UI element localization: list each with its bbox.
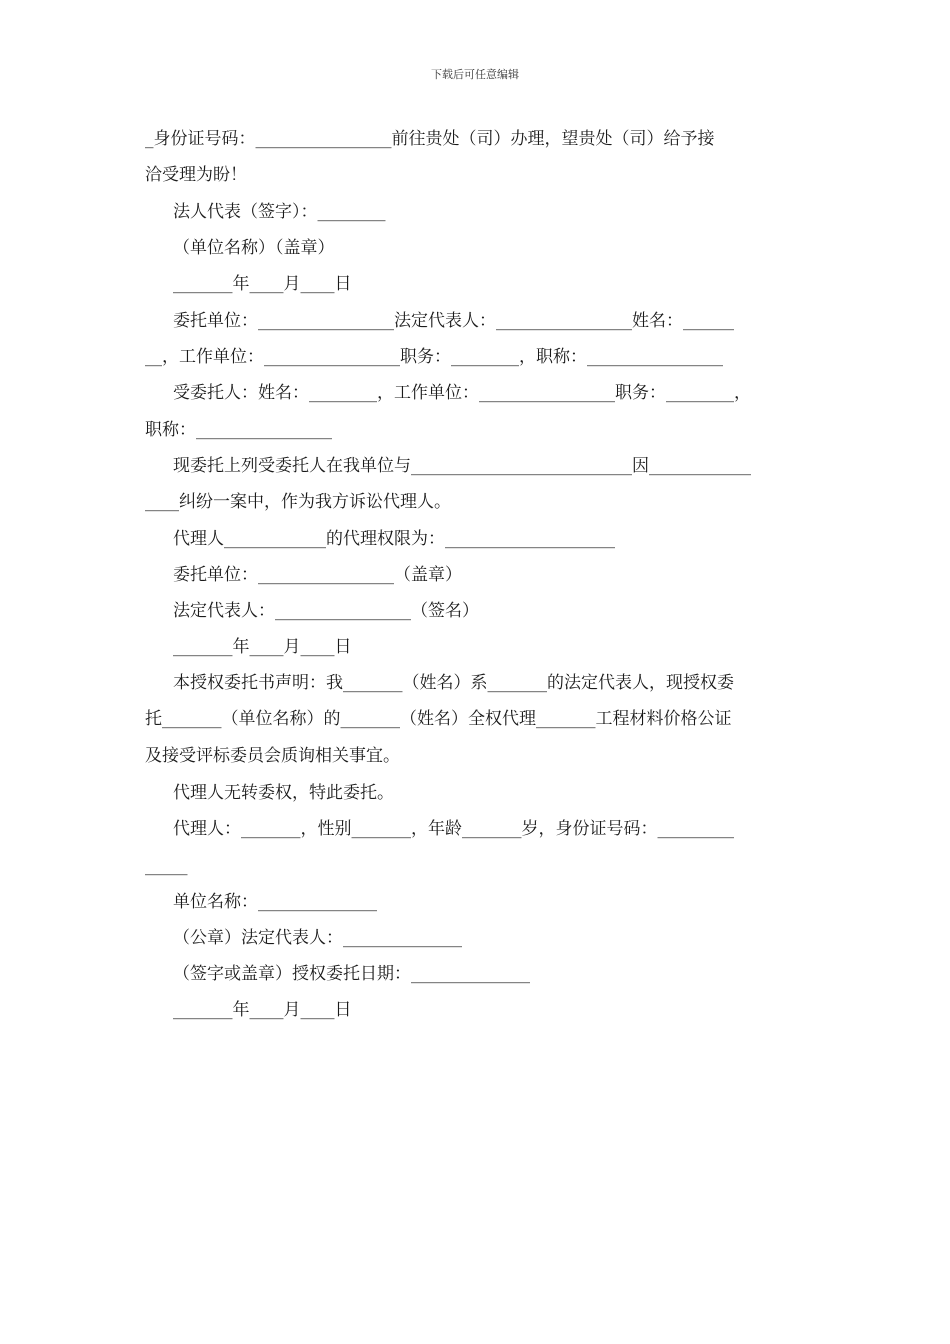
text-line: 法定代表人：________________（签名） [173, 601, 479, 621]
text-line: 委托单位：________________（盖章） [173, 565, 462, 585]
date-line: _______年____月____日 [173, 1000, 352, 1020]
text-line: _____ [145, 856, 188, 876]
text-line: 代理人____________的代理权限为：____________________ [173, 529, 615, 549]
date-line: _______年____月____日 [173, 274, 352, 294]
page-header: 下载后可任意编辑 [431, 68, 519, 81]
text-line: 职称：________________ [145, 420, 332, 440]
text-line: 及接受评标委员会质询相关事宜。 [145, 746, 400, 766]
text-line: 现委托上列受委托人在我单位与__________________________因____________ [173, 456, 751, 476]
text-line: （单位名称）（盖章） [173, 238, 335, 258]
text-line: ____纠纷一案中，作为我方诉讼代理人。 [145, 492, 451, 512]
text-line: 代理人无转委权，特此委托。 [173, 783, 394, 803]
date-line: _______年____月____日 [173, 637, 352, 657]
text-line: 单位名称：______________ [173, 892, 377, 912]
text-line: 委托单位：________________法定代表人：________________姓名：______ [173, 311, 734, 331]
text-line: 受委托人：姓名：________，工作单位：________________职务：________， [173, 383, 751, 403]
text-line: 本授权委托书声明：我_______（姓名）系_______的法定代表人，现授权委 [173, 673, 734, 693]
text-line: （签字或盖章）授权委托日期：______________ [173, 964, 530, 984]
text-line: _身份证号码：________________前往贵处（司）办理，望贵处（司）给予接 [145, 129, 715, 149]
text-line: 代理人：_______，性别_______，年龄_______岁，身份证号码：_________ [173, 819, 734, 839]
text-line: __，工作单位：________________职务：________，职称：________________ [145, 347, 723, 367]
text-line: 托_______（单位名称）的_______（姓名）全权代理_______工程材料价格公证 [145, 709, 732, 729]
text-line: 法人代表（签字）：________ [173, 202, 386, 222]
text-line: 洽受理为盼！ [145, 165, 247, 185]
text-line: （公章）法定代表人：______________ [173, 928, 462, 948]
